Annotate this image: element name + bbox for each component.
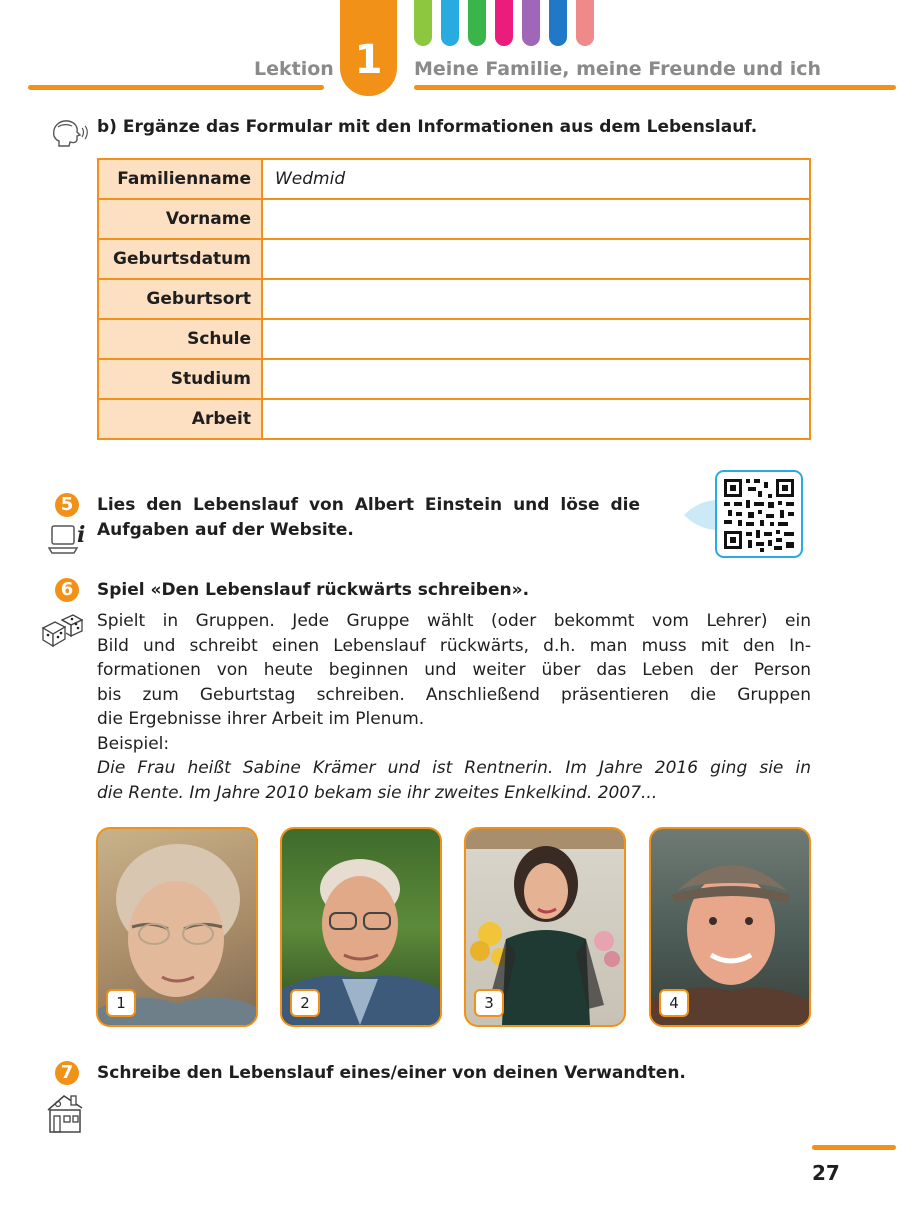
- paragraph-line: Spielt in Gruppen. Jede Gruppe wählt (oder bekommt vom Lehrer) ein: [97, 611, 811, 631]
- header-rule-right: [414, 85, 896, 90]
- color-tab: [576, 0, 594, 46]
- photo-number: 2: [290, 989, 320, 1017]
- example-label: Beispiel:: [97, 733, 170, 754]
- color-tab: [549, 0, 567, 46]
- form-field[interactable]: [262, 399, 810, 439]
- task-7-text: Schreibe den Lebenslauf eines/einer von deinen Verwandten.: [97, 1063, 686, 1083]
- form-label: Vorname: [98, 199, 262, 239]
- task-6-title: Spiel «Den Lebenslauf rückwärts schreiben».: [97, 580, 530, 600]
- header-rule-left: [28, 85, 324, 90]
- task-number-6: 6: [55, 578, 79, 602]
- footer-rule: [812, 1145, 896, 1150]
- form-row: [98, 319, 810, 359]
- example-line: Die Frau heißt Sabine Krämer und ist Rentnerin. Im Jahre 2016 ging sie in: [97, 758, 811, 778]
- dice-icon: [40, 612, 84, 648]
- form-label: Geburtsdatum: [98, 239, 262, 279]
- color-tab: [414, 0, 432, 46]
- form-row: [98, 359, 810, 399]
- color-tabs: [414, 0, 594, 46]
- color-tab: [522, 0, 540, 46]
- paragraph-line: die Ergebnisse ihrer Arbeit im Plenum.: [97, 709, 425, 729]
- woman-dark-dress-photo: [464, 827, 626, 1027]
- form-row: [98, 399, 810, 439]
- task-5-text-1: Lies den Lebenslauf von Albert Einstein und löse die: [97, 495, 640, 515]
- form-row: [98, 279, 810, 319]
- photo-number: 1: [106, 989, 136, 1017]
- form-label: Arbeit: [98, 399, 262, 439]
- qr-code-icon[interactable]: [684, 470, 804, 560]
- form-field[interactable]: [262, 199, 810, 239]
- svg-text:i: i: [77, 522, 86, 548]
- form-label: Geburtsort: [98, 279, 262, 319]
- photo-number: 3: [474, 989, 504, 1017]
- form-label: Studium: [98, 359, 262, 399]
- form-row: [98, 159, 810, 199]
- form-field[interactable]: [262, 279, 810, 319]
- paragraph-line: Bild und schreibt einen Lebenslauf rückwärts, d.h. man muss mit den In-: [97, 635, 811, 656]
- form-row: [98, 199, 810, 239]
- lesson-number-badge: 1: [340, 0, 397, 96]
- example-line: die Rente. Im Jahre 2010 bekam sie ihr zweites Enkelkind. 2007...: [97, 782, 658, 803]
- task-number-5: 5: [55, 493, 79, 517]
- task-5-line-2: Aufgaben auf der Website.: [97, 520, 354, 540]
- form-row: [98, 239, 810, 279]
- elderly-woman-photo: [96, 827, 258, 1027]
- color-tab: [441, 0, 459, 46]
- task-5-line-1: [97, 495, 640, 515]
- task-6-paragraph: [97, 609, 811, 805]
- task-number-7: 7: [55, 1061, 79, 1085]
- speaking-head-icon: [50, 118, 88, 148]
- photo-number: 4: [659, 989, 689, 1017]
- lesson-label: Lektion: [254, 58, 334, 80]
- laptop-info-icon: [48, 520, 88, 558]
- chapter-title: Meine Familie, meine Freunde und ich: [414, 58, 822, 80]
- house-icon: [44, 1090, 86, 1136]
- form-table: [97, 158, 811, 440]
- form-field[interactable]: [262, 359, 810, 399]
- color-tab: [468, 0, 486, 46]
- page-number: 27: [812, 1161, 840, 1185]
- form-field[interactable]: [262, 239, 810, 279]
- form-field[interactable]: Wedmid: [262, 159, 810, 199]
- elderly-man-photo: [280, 827, 442, 1027]
- form-field[interactable]: [262, 319, 810, 359]
- form-label: Familienname: [98, 159, 262, 199]
- paragraph-line: formationen von heute beginnen und weiter über das Leben der Person: [97, 660, 811, 680]
- form-label: Schule: [98, 319, 262, 359]
- task-b-heading: b) Ergänze das Formular mit den Informationen aus dem Lebenslauf.: [97, 117, 758, 137]
- paragraph-line: bis zum Geburtstag schreiben. Anschließend präsentieren die Gruppen: [97, 684, 811, 705]
- color-tab: [495, 0, 513, 46]
- young-man-cap-photo: [649, 827, 811, 1027]
